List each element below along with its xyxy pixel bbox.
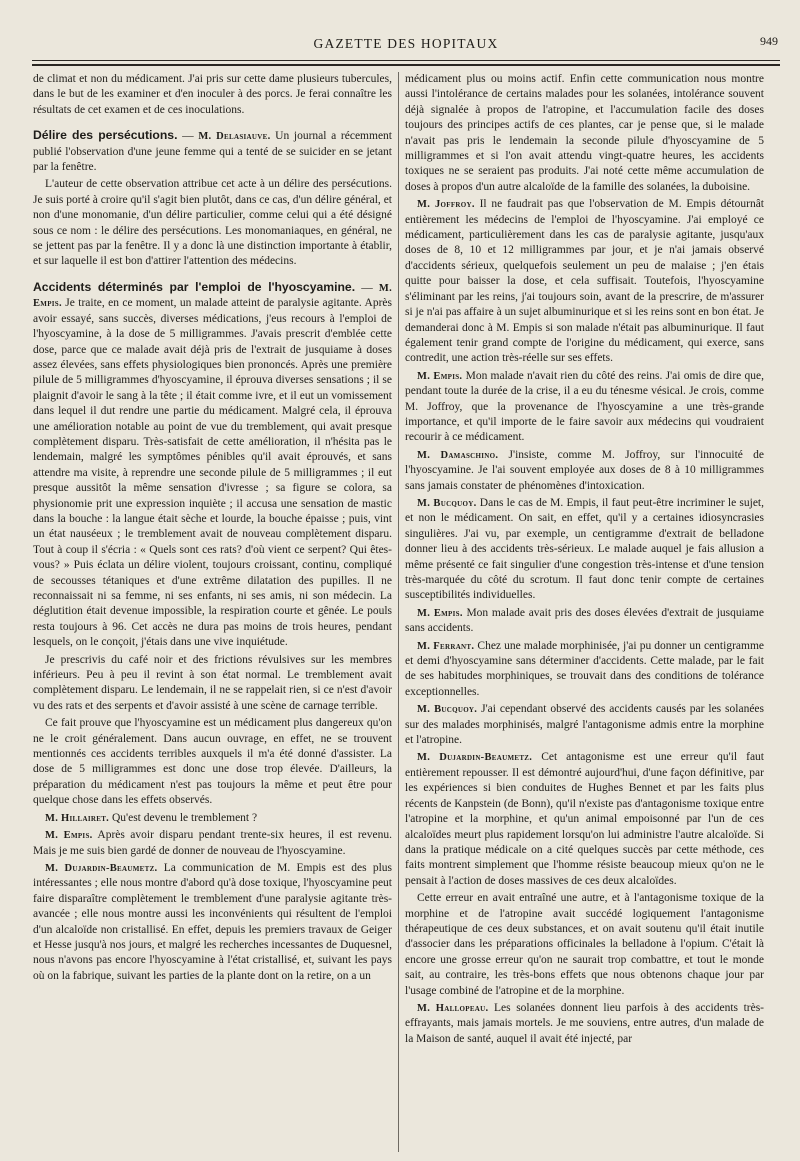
speaker-name: M. Empis. [33,282,392,310]
discussion-entry [405,496,764,604]
discussion-entry [33,811,392,826]
discussion-entry [405,639,764,701]
discussion-entry [33,828,392,859]
speaker-name: M. Damaschino. [417,449,499,461]
paragraph: Cette erreur en avait entraîné une autre, et à l'antagonisme toxique de la morphine et de l'atropine avait succédé logiquement l'antagonisme thérapeutique de ces deux substances, et on avait soutenu qu'il était inutile d'associer dans les préparations officinales la belladone à l'opium. C'était là encore une grosse erreur qu'on ne saurait trop combattre, et tout le monde sait, au contraire, les très-bons effets que nous obtenons chaque jour par l'usage combiné de l'atropine et de la morphine. [405,892,764,997]
speaker-name: M. Bucquoy. [417,497,477,509]
speaker-name: M. Empis. [45,830,93,842]
speaker-name: M. Empis. [417,370,463,382]
paragraph-text: Il ne faudrait pas que l'observation de M. Empis détournât entièrement les médecins de l'emploi de l'hyoscyamine. J'ai employé ce médicament, particulièrement dans les cas de paralysie agitante, jusqu'aux doses de 8, 10 et 12 milligrammes par jour, et je n'ai jamais observé d'accidents sérieux, quelquefois seulement un peu de malaise ; j'en étais quitte pour baisser la dose, et cela suffisait. Toutefois, l'hyoscyamine s'éliminant par les reins, j'ai toujours soin, avant de la prescrire, de m'assurer si je n'ai pas affaire à un sujet albuminurique et si les reins sont en bon état. Je demanderai donc à M. Empis si son malade n'était pas albuminurique. Il faut également tenir grand compte de l'origine du médicament, qui exerce, sans contredit, une action très-réelle sur ses effets. [405,198,764,365]
speaker-name: M. Bucquoy. [417,704,478,716]
header-rule-thin [32,60,780,61]
paragraph-text: La communication de M. Empis est des plus intéressantes ; elle nous montre d'abord qu'à dose toxique, l'hyoscyamine peut faire disparaître complètement le tremblement d'une paralysie agitante très-avancée ; elle nous montre aussi les inconvénients qui résultent de l'emploi d'un alcaloïde non cristallisé. En effet, depuis les premiers travaux de Geiger et Hesse jusqu'à nos jours, et malgré les recherches incessantes de Duquesnel, nous n'avons pas encore l'hyoscyamine à l'état cristallisé, et, suivant les pays où on la fabrique, suivant les parties de la plante dont on la retire, on a un [33,861,392,982]
paragraph-text: Qu'est devenu le tremblement ? [109,811,258,824]
section-heading: Délire des persécutions. [33,128,178,143]
discussion-entry [405,448,764,494]
discussion-entry [405,1001,764,1047]
page-number: 949 [760,34,778,48]
paragraph-text: Après avoir disparu pendant trente-six heures, il est revenu. Mais je me suis bien gardé de donner de nouveau de l'hyoscyamine. [33,829,392,857]
speaker-name: M. Ferrant. [417,640,475,652]
discussion-entry [405,197,764,366]
paragraph: de climat et non du médicament. J'ai pris sur cette dame plusieurs tubercules, dans le but de les examiner et d'en inoculer à des porcs. Je ferai connaître les résultats de cet examen et de ces inoculations. [33,73,392,116]
paragraph-text: J'ai cependant observé des accidents causés par les solanées sur des malades morphinisés, malgré l'antagonisme admis entre la morphine et l'atropine. [405,703,764,747]
paragraph-text: Chez une malade morphinisée, j'ai pu donner un centigramme et demi d'hyoscyamine sans déterminer d'accidents. Cette malade, par le fait de ses habitudes morphiniques, se trouvait dans des conditions de tolérance exceptionnelles. [405,639,764,698]
discussion-entry [405,369,764,446]
section-hyoscyamine [33,280,392,651]
discussion-entry [33,861,392,984]
paragraph-text: J'insiste, comme M. Joffroy, sur l'innocuité de l'hyoscyamine. Je l'ai souvent employée aux doses de 8 à 10 milligrammes sans jamais constater de phénomènes d'intoxication. [405,448,764,492]
speaker-name: M. Hillairet. [45,812,110,824]
paragraph-text: Mon malade avait pris des doses élevées d'extrait de jusquiame sans accidents. [405,606,764,635]
paragraph-text: Mon malade n'avait rien du côté des reins. J'ai omis de dire que, pendant toute la durée de la crise, il a eu du ténesme vésical. Je crois, comme M. Joffroy, que la provenance de l'hyoscyamine a une très-grande importance, et qu'il importe de le faire savoir aux médecins qui voudraient recourir à ce médicament. [405,369,764,444]
paragraph-text: Un journal a récemment publié l'observation d'une jeune femme qui a tenté de se suicider en se jetant par la fenêtre. [33,130,392,174]
speaker-name: M. Empis. [417,607,463,619]
speaker-name: M. Joffroy. [417,199,475,211]
paragraph: L'auteur de cette observation attribue cet acte à un délire des persécutions. Je suis porté à croire qu'il s'agit bien plutôt, dans ce cas, d'un délire général, et non d'une monomanie, d'un délire particulier, comme celui qui a été désigné sous ce nom : le délire des persécutions. Les monomaniaques, en général, ne se jettent pas par la fenêtre. Il y a donc là une distinction importante à établir, et sur laquelle il est bon d'attirer l'attention des médecins. [33,178,392,268]
section-delire-persecutions [33,128,392,175]
discussion-entry [405,702,764,748]
dash: — [355,281,379,294]
paragraph: médicament plus ou moins actif. Enfin cette communication nous montre aussi l'intolérance de certains malades pour les solanées, intolérance souvent déjà signalée à propos de l'atropine, et l'accumulation facile des doses toujours des principes actifs de ces plantes, car je pense que, si le malade n'avait pas pris le lendemain la seconde pilule d'hyoscyamine de 5 milligrammes et si l'on avait attendu vingt-quatre heures, les accidents toxiques ne se seraient pas produits. J'ai noté cette même accumulation de doses à propos d'un autre alcaloïde de la famille des solanées, la duboisine. [405,73,764,193]
right-column [405,72,764,1156]
section-heading: Accidents déterminés par l'emploi de l'hyoscyamine. [33,279,356,294]
speaker-name: M. Dujardin-Beaumetz. [417,752,533,764]
discussion-entry [405,750,764,889]
journal-title: GAZETTE DES HOPITAUX [313,36,499,51]
left-column [33,72,392,1156]
paragraph: Je prescrivis du café noir et des frictions révulsives sur les membres inférieurs. Peu à peu il revint à son état normal. Le tremblement avait complètement disparu. Le lendemain, il ne se rappelait rien, si ce n'est d'avoir vu des rats et des serpents et d'avoir assisté à une scène de carnage terrible. [33,653,392,712]
discussion-entry [405,606,764,637]
header-rule-thick [32,64,780,66]
dash: — [177,130,199,143]
column-divider [398,72,399,1152]
speaker-name: M. Hallopeau. [417,1002,489,1014]
speaker-name: M. Dujardin-Beaumetz. [45,862,158,874]
paragraph: Ce fait prouve que l'hyoscyamine est un médicament plus dangereux qu'on ne le croit généralement. Dans aucun ouvrage, en effet, ne se trouvent mentionnés ces accidents terribles auxquels il m'a été donné d'assister. La dose de 5 milligrammes est donc une dose trop élevée. D'ailleurs, la préparation du médicament n'est pas toujours la même et peut être pour quelque chose dans les effets observés. [33,717,392,807]
paragraph-text: Les solanées donnent lieu parfois à des accidents très-effrayants, mais jamais mortels. Je me souviens, entre autres, d'un malade de la Maison de santé, auquel il avait été injecté, par [405,1001,764,1045]
paragraph-text: Dans le cas de M. Empis, il faut peut-être incriminer le sujet, et non le médicament. On sait, en effet, qu'il y a certaines idiosyncrasies singulières. J'ai vu, par exemple, un centigramme d'extrait de belladone donner lieu à des accidents très-sérieux. Le malade auquel je fais allusion a même présenté ce fait singulier d'une congestion très-intense et d'une tension très-marquée du côté du scrotum. Il faut donc tenir compte de certaines susceptibilités individuelles. [405,496,764,602]
paragraph-text: Cet antagonisme est une erreur qu'il faut entièrement repousser. Il est démontré aujourd'hui, d'une façon définitive, par les expériences si bien conduites de Hughes Bennet et par les faits plus récents de Kanpstein (de Bonn), qu'il n'existe pas d'antagonisme toxique entre l'atropine et la morphine, et qu'un animal empoisonné par l'un de ces alcaloïdes meurt plus rapidement lorsqu'on lui administre l'autre alcaloïde. Si dans la pratique médicale on a cité quelques succès par cette méthode, ces faits montrent simplement que l'homme résiste beaucoup mieux qu'on ne le pensait à l'action de doses massives de ces deux alcaloïdes. [405,751,764,887]
running-header [32,34,780,56]
paragraph-text: Je traite, en ce moment, un malade atteint de paralysie agitante. Après avoir essayé, sans succès, diverses médications, j'eus recours à l'emploi de l'hyoscyamine, à la dose de 5 milligrammes. J'avais prescrit d'emblée cette dose, parce que ce malade avait déjà pris de l'extrait de jusquiame à doses assez élevées, sans effets physiologiques bien prononcés. Après une première pilule de 5 milligrammes d'hyoscyamine, il éprouva diverses sensations ; il se plaignit d'avoir le sang à la tête ; il était comme ivre, et il eut un vomissement dans lequel il dut rendre une partie du médicament. Malgré cela, il éprouva une amélioration notable au point de vue du tremblement, qui avait presque complètement disparu. Très-satisfait de cette amélioration, il n'hésita pas le lendemain, malgré les symptômes pénibles qu'il avait éprouvés, et sans attendre ma visite, à reprendre une seconde pilule de 5 milligrammes ; il eut presque aussitôt la même sensation d'ivresse ; sa figure se colora, sa physionomie prit une expression inquiète ; il accusa une sensation de mastic dans la bouche : la langue était sèche et lourde, la bouche épaisse ; puis, vint un état nauséeux ; le tremblement avait de nouveau complètement disparu. Tout à coup il s'écria : « Quels sont ces rats? d'où vient ce serpent? Qui êtes-vous? » Puis éclata un délire violent, toujours croissant, continu, compliqué de secousses tétaniques et d'une extrême dilatation des pupilles. Il ne reconnaissait ni sa femme, ni ses enfants, ni ses amis, ni son médecin. La déglutition était devenue impossible, la respiration courte et gênée. Le pouls resta toujours à 96. Cet accès ne dura pas moins de trois heures, pendant lesquels, on le conçoit, j'étais dans une vive inquiétude. [33,297,392,649]
speaker-name: M. Delasiauve. [198,131,271,143]
